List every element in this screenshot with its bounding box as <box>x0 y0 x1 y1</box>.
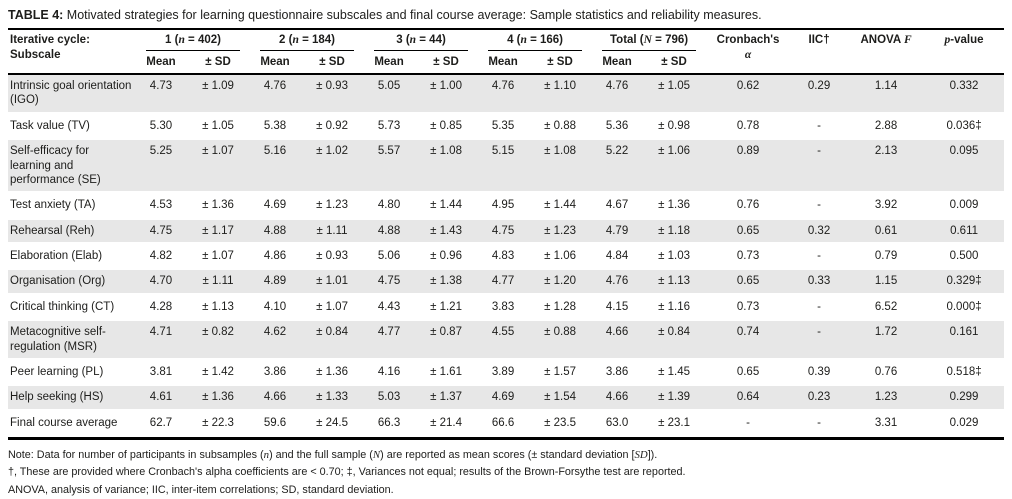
table-row <box>8 410 1004 435</box>
value-cell: ± 22.3 <box>186 410 250 435</box>
header-iic: IIC† <box>808 34 830 47</box>
table-row <box>8 320 1004 360</box>
value-cell: 4.82 <box>136 244 186 269</box>
value-cell: ± 1.13 <box>186 294 250 319</box>
value-cell: 4.76 <box>592 74 642 113</box>
value-cell: ± 23.1 <box>642 410 706 435</box>
value-cell: 1.23 <box>848 385 924 410</box>
value-cell: ± 1.10 <box>528 74 592 113</box>
value-cell: 4.69 <box>478 385 528 410</box>
value-cell: 0.009 <box>924 193 1004 218</box>
value-cell: 0.73 <box>706 294 790 319</box>
value-cell: ± 1.43 <box>414 218 478 243</box>
value-cell: 4.69 <box>250 193 300 218</box>
statistics-table <box>8 30 1004 437</box>
value-cell: 4.75 <box>478 218 528 243</box>
value-cell: 4.88 <box>250 218 300 243</box>
value-cell: ± 1.07 <box>186 139 250 193</box>
value-cell: 0.518‡ <box>924 359 1004 384</box>
value-cell: ± 1.18 <box>642 218 706 243</box>
value-cell: 5.30 <box>136 113 186 138</box>
value-cell: ± 1.03 <box>642 244 706 269</box>
value-cell: 0.79 <box>848 244 924 269</box>
value-cell: ± 1.17 <box>186 218 250 243</box>
value-cell: 3.31 <box>848 410 924 435</box>
header-subscale <box>8 30 136 74</box>
value-cell: ± 1.02 <box>300 139 364 193</box>
value-cell: 0.611 <box>924 218 1004 243</box>
value-cell: 4.77 <box>478 269 528 294</box>
value-cell: 4.73 <box>136 74 186 113</box>
header-sd-4: ± SD <box>547 55 573 68</box>
value-cell: 4.16 <box>364 359 414 384</box>
value-cell: 0.23 <box>790 385 848 410</box>
value-cell: ± 1.06 <box>642 139 706 193</box>
value-cell: 3.81 <box>136 359 186 384</box>
table-row <box>8 385 1004 410</box>
value-cell: - <box>790 410 848 435</box>
value-cell: 66.6 <box>478 410 528 435</box>
value-cell: 5.35 <box>478 113 528 138</box>
table-body <box>8 74 1004 436</box>
value-cell: ± 0.82 <box>186 320 250 360</box>
value-cell: ± 0.93 <box>300 74 364 113</box>
table-row <box>8 269 1004 294</box>
value-cell: ± 21.4 <box>414 410 478 435</box>
value-cell: ± 1.38 <box>414 269 478 294</box>
value-cell: 0.161 <box>924 320 1004 360</box>
value-cell: - <box>790 139 848 193</box>
header-p-value: p-value <box>944 34 984 47</box>
value-cell: 0.76 <box>848 359 924 384</box>
value-cell: - <box>790 113 848 138</box>
value-cell: 4.28 <box>136 294 186 319</box>
value-cell: 4.61 <box>136 385 186 410</box>
value-cell: 0.329‡ <box>924 269 1004 294</box>
subscale-cell: Self-efficacy for learning and performance (SE) <box>8 139 136 193</box>
header-group-cycle1: 1 (n = 402) <box>136 30 250 52</box>
value-cell: 3.92 <box>848 193 924 218</box>
value-cell: ± 1.36 <box>186 193 250 218</box>
value-cell: ± 0.88 <box>528 113 592 138</box>
value-cell: 5.15 <box>478 139 528 193</box>
subscale-cell: Metacognitive self-regulation (MSR) <box>8 320 136 360</box>
value-cell: 5.73 <box>364 113 414 138</box>
table-row <box>8 74 1004 113</box>
table-row <box>8 193 1004 218</box>
value-cell: 4.67 <box>592 193 642 218</box>
value-cell: 5.36 <box>592 113 642 138</box>
subscale-cell: Final course average <box>8 410 136 435</box>
value-cell: 0.62 <box>706 74 790 113</box>
value-cell: ± 1.16 <box>642 294 706 319</box>
value-cell: ± 1.08 <box>414 139 478 193</box>
value-cell: 0.000‡ <box>924 294 1004 319</box>
value-cell: 4.76 <box>478 74 528 113</box>
value-cell: 59.6 <box>250 410 300 435</box>
value-cell: ± 1.39 <box>642 385 706 410</box>
value-cell: ± 1.37 <box>414 385 478 410</box>
value-cell: ± 1.36 <box>186 385 250 410</box>
value-cell: 0.29 <box>790 74 848 113</box>
header-subscale-label: Subscale <box>10 48 61 61</box>
value-cell: 0.65 <box>706 359 790 384</box>
value-cell: ± 0.93 <box>300 244 364 269</box>
value-cell: ± 1.44 <box>528 193 592 218</box>
value-cell: ± 23.5 <box>528 410 592 435</box>
value-cell: ± 1.36 <box>300 359 364 384</box>
value-cell: ± 1.44 <box>414 193 478 218</box>
value-cell: 4.55 <box>478 320 528 360</box>
value-cell: - <box>790 294 848 319</box>
value-cell: 4.53 <box>136 193 186 218</box>
value-cell: 4.66 <box>592 320 642 360</box>
value-cell: ± 0.84 <box>300 320 364 360</box>
value-cell: 5.38 <box>250 113 300 138</box>
value-cell: ± 1.08 <box>528 139 592 193</box>
footnote-dagger-note: †, These are provided where Cronbach's alpha coefficients are < 0.70; ‡, Variances not equal; results of the Brown-Forsythe test are reported. <box>8 466 686 479</box>
value-cell: ± 0.88 <box>528 320 592 360</box>
value-cell: 0.33 <box>790 269 848 294</box>
value-cell: ± 1.23 <box>528 218 592 243</box>
header-mean-2: Mean <box>260 55 290 68</box>
header-group-total: Total (N = 796) <box>592 30 706 52</box>
value-cell: 3.86 <box>250 359 300 384</box>
value-cell: ± 1.07 <box>300 294 364 319</box>
subscale-cell: Help seeking (HS) <box>8 385 136 410</box>
header-sd-total: ± SD <box>661 55 687 68</box>
value-cell: 0.332 <box>924 74 1004 113</box>
header-anova-f: ANOVA F <box>860 34 912 47</box>
table-row <box>8 139 1004 193</box>
value-cell: ± 1.42 <box>186 359 250 384</box>
value-cell: ± 0.98 <box>642 113 706 138</box>
value-cell: ± 1.09 <box>186 74 250 113</box>
header-iterative-cycle-label: Iterative cycle: <box>10 34 90 47</box>
value-cell: 4.80 <box>364 193 414 218</box>
value-cell: ± 0.92 <box>300 113 364 138</box>
value-cell: 4.10 <box>250 294 300 319</box>
value-cell: 4.83 <box>478 244 528 269</box>
value-cell: 5.16 <box>250 139 300 193</box>
value-cell: - <box>790 320 848 360</box>
header-group-cycle3: 3 (n = 44) <box>364 30 478 52</box>
value-cell: 62.7 <box>136 410 186 435</box>
value-cell: ± 1.05 <box>186 113 250 138</box>
value-cell: ± 1.07 <box>186 244 250 269</box>
value-cell: ± 1.00 <box>414 74 478 113</box>
value-cell: 4.62 <box>250 320 300 360</box>
value-cell: 4.66 <box>250 385 300 410</box>
value-cell: - <box>706 410 790 435</box>
value-cell: ± 1.45 <box>642 359 706 384</box>
subscale-cell: Task value (TV) <box>8 113 136 138</box>
value-cell: ± 1.13 <box>642 269 706 294</box>
value-cell: 0.299 <box>924 385 1004 410</box>
value-cell: 0.095 <box>924 139 1004 193</box>
value-cell: 0.64 <box>706 385 790 410</box>
value-cell: 4.76 <box>250 74 300 113</box>
value-cell: 0.61 <box>848 218 924 243</box>
table-title: TABLE 4: Motivated strategies for learning questionnaire subscales and final course average: Sample statistics and reliability measures. <box>8 5 1004 30</box>
value-cell: ± 1.06 <box>528 244 592 269</box>
value-cell: 0.65 <box>706 269 790 294</box>
value-cell: ± 1.36 <box>642 193 706 218</box>
value-cell: 4.76 <box>592 269 642 294</box>
value-cell: 0.76 <box>706 193 790 218</box>
value-cell: 66.3 <box>364 410 414 435</box>
value-cell: 3.89 <box>478 359 528 384</box>
value-cell: 5.22 <box>592 139 642 193</box>
value-cell: ± 1.05 <box>642 74 706 113</box>
value-cell: ± 1.54 <box>528 385 592 410</box>
value-cell: 4.15 <box>592 294 642 319</box>
table-row <box>8 113 1004 138</box>
value-cell: 4.79 <box>592 218 642 243</box>
header-group-cycle2: 2 (n = 184) <box>250 30 364 52</box>
value-cell: 3.83 <box>478 294 528 319</box>
value-cell: 0.32 <box>790 218 848 243</box>
value-cell: 0.74 <box>706 320 790 360</box>
table-row <box>8 359 1004 384</box>
value-cell: ± 1.23 <box>300 193 364 218</box>
value-cell: 1.15 <box>848 269 924 294</box>
table-row <box>8 218 1004 243</box>
value-cell: 4.75 <box>136 218 186 243</box>
value-cell: - <box>790 193 848 218</box>
value-cell: 0.89 <box>706 139 790 193</box>
value-cell: ± 1.11 <box>186 269 250 294</box>
header-mean-total: Mean <box>602 55 632 68</box>
value-cell: 4.88 <box>364 218 414 243</box>
value-cell: 6.52 <box>848 294 924 319</box>
value-cell: 0.39 <box>790 359 848 384</box>
value-cell: 3.86 <box>592 359 642 384</box>
table-header <box>8 30 1004 74</box>
value-cell: 4.77 <box>364 320 414 360</box>
footnote-sample-note: Note: Data for number of participants in subsamples (n) and the full sample (N) are reported as mean scores (± standard deviation [SD]). <box>8 449 658 461</box>
value-cell: 63.0 <box>592 410 642 435</box>
value-cell: ± 1.20 <box>528 269 592 294</box>
value-cell: ± 1.33 <box>300 385 364 410</box>
value-cell: - <box>790 244 848 269</box>
value-cell: 1.72 <box>848 320 924 360</box>
header-mean-3: Mean <box>374 55 404 68</box>
value-cell: 4.86 <box>250 244 300 269</box>
subscale-cell: Intrinsic goal orientation (IGO) <box>8 74 136 113</box>
subscale-cell: Rehearsal (Reh) <box>8 218 136 243</box>
value-cell: ± 24.5 <box>300 410 364 435</box>
subscale-cell: Critical thinking (CT) <box>8 294 136 319</box>
value-cell: 0.73 <box>706 244 790 269</box>
value-cell: 5.57 <box>364 139 414 193</box>
value-cell: 4.43 <box>364 294 414 319</box>
alpha-symbol: α <box>744 48 752 61</box>
value-cell: ± 1.28 <box>528 294 592 319</box>
header-sd-3: ± SD <box>433 55 459 68</box>
value-cell: 5.03 <box>364 385 414 410</box>
value-cell: 5.05 <box>364 74 414 113</box>
value-cell: 4.71 <box>136 320 186 360</box>
subscale-cell: Elaboration (Elab) <box>8 244 136 269</box>
value-cell: 0.029 <box>924 410 1004 435</box>
value-cell: ± 0.87 <box>414 320 478 360</box>
value-cell: ± 1.61 <box>414 359 478 384</box>
value-cell: 2.88 <box>848 113 924 138</box>
value-cell: 5.25 <box>136 139 186 193</box>
header-sd-2: ± SD <box>319 55 345 68</box>
value-cell: ± 0.84 <box>642 320 706 360</box>
subscale-cell: Test anxiety (TA) <box>8 193 136 218</box>
value-cell: ± 1.21 <box>414 294 478 319</box>
table-footnotes <box>8 440 1004 499</box>
value-cell: 1.14 <box>848 74 924 113</box>
header-cronbach-alpha: Cronbach's α <box>716 34 780 61</box>
value-cell: ± 1.11 <box>300 218 364 243</box>
value-cell: ± 0.96 <box>414 244 478 269</box>
value-cell: 0.500 <box>924 244 1004 269</box>
value-cell: 4.95 <box>478 193 528 218</box>
header-mean-4: Mean <box>488 55 518 68</box>
value-cell: 0.036‡ <box>924 113 1004 138</box>
footnote-abbreviations: ANOVA, analysis of variance; IIC, inter-item correlations; SD, standard deviation. <box>8 483 394 496</box>
header-sd-1: ± SD <box>205 55 231 68</box>
value-cell: ± 0.85 <box>414 113 478 138</box>
value-cell: 4.75 <box>364 269 414 294</box>
table-row <box>8 244 1004 269</box>
table-row <box>8 294 1004 319</box>
header-mean-1: Mean <box>146 55 176 68</box>
value-cell: 4.84 <box>592 244 642 269</box>
value-cell: 5.06 <box>364 244 414 269</box>
value-cell: 4.66 <box>592 385 642 410</box>
value-cell: ± 1.01 <box>300 269 364 294</box>
value-cell: ± 1.57 <box>528 359 592 384</box>
value-cell: 2.13 <box>848 139 924 193</box>
value-cell: 4.89 <box>250 269 300 294</box>
subscale-cell: Organisation (Org) <box>8 269 136 294</box>
subscale-cell: Peer learning (PL) <box>8 359 136 384</box>
value-cell: 0.65 <box>706 218 790 243</box>
value-cell: 4.70 <box>136 269 186 294</box>
value-cell: 0.78 <box>706 113 790 138</box>
header-group-cycle4: 4 (n = 166) <box>478 30 592 52</box>
